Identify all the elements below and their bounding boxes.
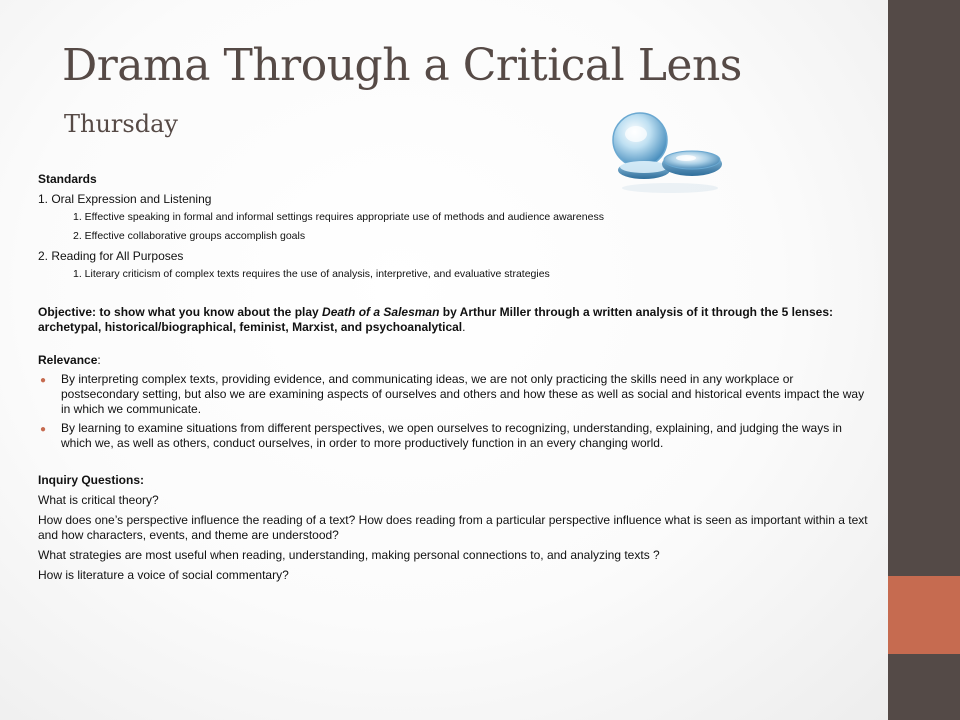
relevance-bullet-text: By interpreting complex texts, providing evidence, and communicating ideas, we are not only practicing the skills need in any workplace or postsecondary setting, but also we are examining aspects of ourselves and others and how these as well as social and historical events impact the way in which we communicate. [61,372,865,416]
standards-item: 1. Literary criticism of complex texts requires the use of analysis, interpretive, and evaluative strategies [73,268,550,280]
objective-end: . [462,320,466,334]
standards-heading: Standards [38,172,97,186]
standards-item: 2. Effective collaborative groups accomplish goals [73,230,306,242]
inquiry-heading: Inquiry Questions: [38,473,145,487]
standards-item: 1. Effective speaking in formal and informal settings requires appropriate use of methods and audience awareness [73,211,604,223]
objective-text-1: : to show what you know about the play [92,305,323,319]
objective-play-title: Death of a Salesman [322,305,440,319]
objective-paragraph [38,305,868,335]
inquiry-question: What is critical theory? [38,493,159,507]
relevance-colon: : [97,353,101,367]
right-accent-block [888,576,960,654]
slide-title: Drama Through a Critical Lens [62,40,742,91]
relevance-bullet-text: By learning to examine situations from different perspectives, we open ourselves to recognizing, understanding, explaining, and judging the ways in which we, as well as others, conduct ourselves, in order to more productively function in an every changing world. [61,421,842,450]
slide-content [38,172,868,588]
objective-text-2: by Arthur Miller through a written analysis of it through the 5 lenses: archetypal, historical/biographical, feminist, Marxist, and psychoanalytical [38,305,834,334]
relevance-label: Relevance [38,353,98,367]
bullet-dot-icon: ● [40,375,47,386]
bullet-dot-icon: ● [40,424,47,435]
slide-subtitle: Thursday [64,110,178,138]
inquiry-question: How does one’s perspective influence the reading of a text? How does reading from a particular perspective influence what is seen as important within a text and how characters, events, and theme are understood? [38,513,868,542]
relevance-heading [38,353,868,368]
standards-group-label: 1. Oral Expression and Listening [38,192,212,206]
inquiry-question: What strategies are most useful when reading, understanding, making personal connections to, and analyzing texts ? [38,548,660,562]
standards-group-label: 2. Reading for All Purposes [38,249,184,263]
relevance-bullet [38,372,868,417]
inquiry-question: How is literature a voice of social commentary? [38,568,289,582]
relevance-bullet [38,421,868,451]
objective-label: Objective [38,305,93,319]
